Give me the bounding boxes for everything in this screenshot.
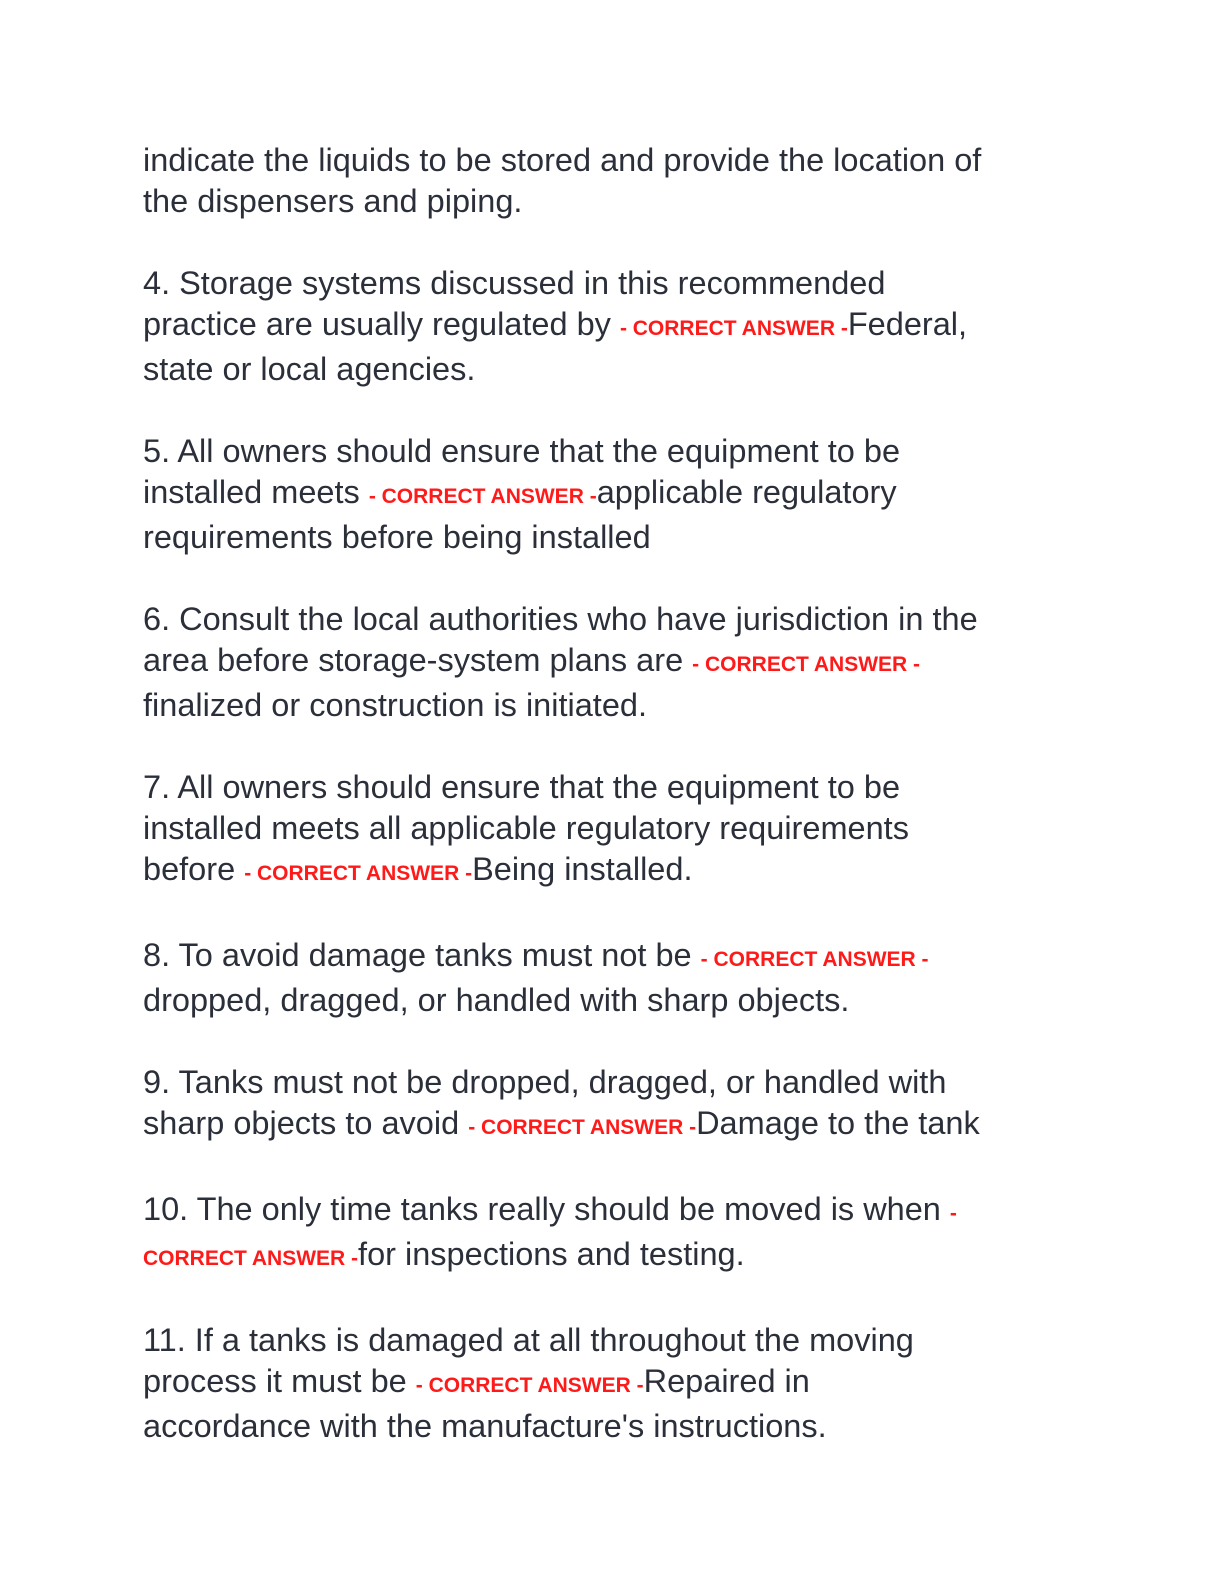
answer-text: state or local agencies.	[143, 351, 476, 387]
answer-text: finalized or construction is initiated.	[143, 687, 648, 723]
question-text: sharp objects to avoid	[143, 1105, 469, 1141]
correct-answer-tag: CORRECT ANSWER -	[143, 1247, 359, 1270]
answer-text: Being installed.	[472, 851, 693, 887]
question-text: 8. To avoid damage tanks must not be	[143, 937, 701, 973]
qa-item-8	[143, 935, 1103, 1021]
qa-item-4	[143, 263, 1103, 390]
question-text: before	[143, 851, 245, 887]
answer-text: Federal,	[847, 306, 968, 342]
qa-item-7	[143, 767, 1103, 894]
question-text: installed meets	[143, 474, 369, 510]
question-text: 6. Consult the local authorities who have jurisdiction in the	[143, 601, 978, 637]
question-text: 4. Storage systems discussed in this recommended	[143, 265, 886, 301]
intro-line: the dispensers and piping.	[143, 183, 523, 219]
correct-answer-tag: - CORRECT ANSWER -	[368, 485, 597, 508]
correct-answer-tag: - CORRECT ANSWER -	[415, 1374, 644, 1397]
intro-line: indicate the liquids to be stored and provide the location of	[143, 142, 982, 178]
question-text: 5. All owners should ensure that the equipment to be	[143, 433, 901, 469]
correct-answer-tag: - CORRECT ANSWER -	[700, 948, 929, 971]
answer-text: Repaired in	[643, 1363, 810, 1399]
answer-text: for inspections and testing.	[358, 1236, 745, 1272]
answer-text: Damage to the tank	[696, 1105, 980, 1141]
question-text: 9. Tanks must not be dropped, dragged, or handled with	[143, 1064, 947, 1100]
question-text: installed meets all applicable regulatory requirements	[143, 810, 909, 846]
correct-answer-tag: - CORRECT ANSWER -	[244, 862, 473, 885]
question-text: process it must be	[143, 1363, 416, 1399]
qa-item-6	[143, 599, 1103, 726]
question-text: practice are usually regulated by	[143, 306, 620, 342]
intro-paragraph	[143, 140, 1103, 222]
correct-answer-tag: - CORRECT ANSWER -	[619, 317, 848, 340]
correct-answer-tag: - CORRECT ANSWER -	[692, 653, 921, 676]
correct-answer-tag: - CORRECT ANSWER -	[468, 1116, 697, 1139]
qa-item-10	[143, 1189, 1103, 1279]
qa-item-11	[143, 1320, 1103, 1447]
document-page	[143, 140, 1103, 1488]
answer-text: dropped, dragged, or handled with sharp objects.	[143, 982, 850, 1018]
answer-text: applicable regulatory	[596, 474, 897, 510]
question-text: 10. The only time tanks really should be moved is when	[143, 1191, 950, 1227]
answer-text: requirements before being installed	[143, 519, 651, 555]
question-text: 7. All owners should ensure that the equipment to be	[143, 769, 901, 805]
correct-answer-tag: -	[949, 1202, 957, 1225]
question-text: area before storage-system plans are	[143, 642, 693, 678]
answer-text: accordance with the manufacture's instructions.	[143, 1408, 827, 1444]
question-text: 11. If a tanks is damaged at all throughout the moving	[143, 1322, 914, 1358]
qa-item-9	[143, 1062, 1103, 1148]
qa-item-5	[143, 431, 1103, 558]
